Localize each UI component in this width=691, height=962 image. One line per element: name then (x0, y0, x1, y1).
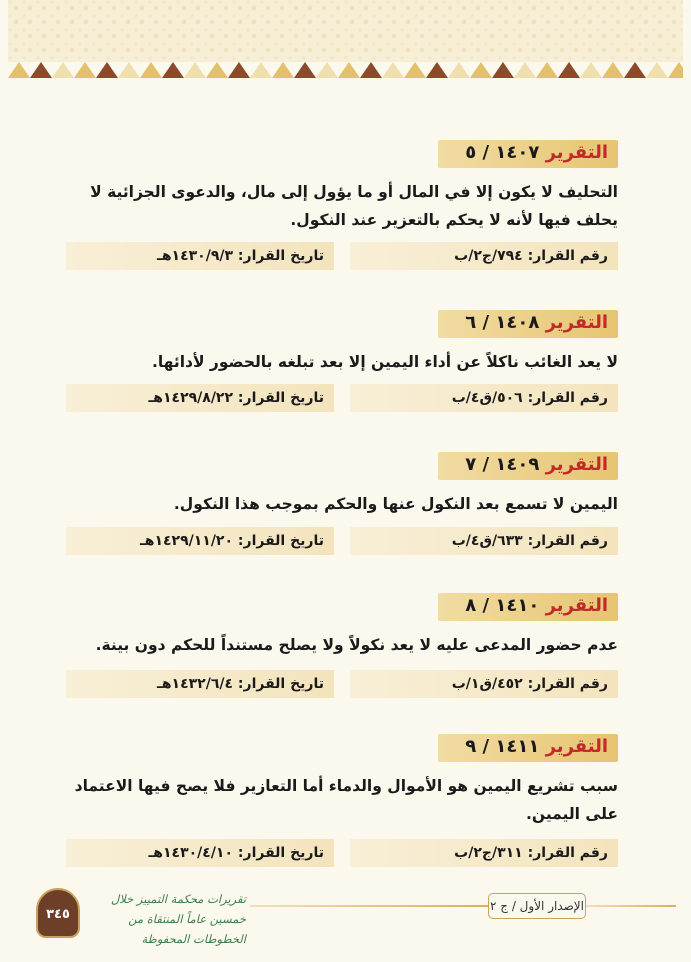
border-triangle (206, 62, 228, 78)
ruling-title-bar (438, 734, 618, 762)
part-badge: الإصدار الأول / ج ٢ (488, 893, 586, 919)
border-triangle (162, 62, 184, 78)
decision-number: رقم القرار: ٦٣٣/ق٤/ب (350, 527, 618, 555)
ruling-title-bar (438, 140, 618, 168)
ruling-text: عدم حضور المدعى عليه لا يعد نكولاً ولا يصلح مستنداً للحكم دون بينة. (95, 636, 618, 654)
decision-date: تاريخ القرار: ١٤٣٠/٤/١٠هـ (66, 839, 334, 867)
page-number-badge (36, 888, 80, 938)
border-triangle (624, 62, 646, 78)
border-triangle (250, 62, 272, 78)
ruling-text: لا يعد الغائب ناكلاً عن أداء اليمين إلا بعد تبلغه بالحضور لأدائها. (151, 353, 618, 371)
border-triangle (448, 62, 470, 78)
border-triangle (272, 62, 294, 78)
border-triangle (558, 62, 580, 78)
ruling-title-number: ١٤٠٨ / ٦ (465, 312, 540, 333)
border-triangle (470, 62, 492, 78)
border-triangle (96, 62, 118, 78)
ruling-title (465, 736, 608, 757)
border-triangle (668, 62, 683, 78)
border-triangle (382, 62, 404, 78)
border-triangle (8, 62, 30, 78)
border-triangle (184, 62, 206, 78)
ruling-title-bar (438, 452, 618, 480)
border-triangle (316, 62, 338, 78)
page-number: ٣٤٥ (46, 907, 70, 922)
footer-rule-left (250, 905, 488, 907)
border-triangle (338, 62, 360, 78)
border-triangle (118, 62, 140, 78)
ruling-title-label: التقرير (545, 142, 608, 163)
ruling-title (465, 595, 608, 616)
border-triangle (228, 62, 250, 78)
ruling-meta (54, 384, 618, 412)
ruling-text: التحليف لا يكون إلا في المال أو ما يؤول إلى مال، والدعوى الجزائية لا يحلف فيها لأنه لا يحكم بالتعزير عند النكول. (90, 183, 618, 229)
decision-number: رقم القرار: ٧٩٤/ج٢/ب (350, 242, 618, 270)
ruling-meta (54, 242, 618, 270)
decision-date: تاريخ القرار: ١٤٢٩/١١/٢٠هـ (66, 527, 334, 555)
ruling-title-number: ١٤٠٧ / ٥ (465, 142, 540, 163)
ruling-title (465, 454, 608, 475)
decision-number: رقم القرار: ٣١١/ج٢/ب (350, 839, 618, 867)
border-triangle (30, 62, 52, 78)
decision-date: تاريخ القرار: ١٤٢٩/٨/٢٢هـ (66, 384, 334, 412)
ruling-title-bar (438, 593, 618, 621)
border-triangle (74, 62, 96, 78)
ruling-title-number: ١٤١١ / ٩ (465, 736, 540, 757)
ruling-title-label: التقرير (545, 736, 608, 757)
ruling-meta (54, 839, 618, 867)
ruling-meta (54, 527, 618, 555)
decision-date: تاريخ القرار: ١٤٣٢/٦/٤هـ (66, 670, 334, 698)
border-triangle (536, 62, 558, 78)
border-triangle (140, 62, 162, 78)
ruling-title-label: التقرير (545, 312, 608, 333)
book-title-logo: تقريرات محكمة التمييز خلال خمسين عاماً المنتقاة من الخطوطات المحفوظة (110, 892, 246, 946)
decision-number: رقم القرار: ٤٥٢/ق١/ب (350, 670, 618, 698)
ruling-title-label: التقرير (545, 454, 608, 475)
ruling-title (465, 142, 608, 163)
ruling-title-number: ١٤٠٩ / ٧ (465, 454, 540, 475)
ruling-title (465, 312, 608, 333)
ruling-title-number: ١٤١٠ / ٨ (465, 595, 540, 616)
ruling-meta (54, 670, 618, 698)
header-triangle-border (8, 60, 683, 78)
border-triangle (294, 62, 316, 78)
border-triangle (492, 62, 514, 78)
border-triangle (602, 62, 624, 78)
decision-number: رقم القرار: ٥٠٦/ق٤/ب (350, 384, 618, 412)
border-triangle (580, 62, 602, 78)
ruling-title-bar (438, 310, 618, 338)
ruling-title-label: التقرير (545, 595, 608, 616)
ruling-text: اليمين لا تسمع بعد النكول عنها والحكم بموجب هذا النكول. (173, 495, 618, 513)
decision-date: تاريخ القرار: ١٤٣٠/٩/٣هـ (66, 242, 334, 270)
border-triangle (52, 62, 74, 78)
border-triangle (426, 62, 448, 78)
border-triangle (404, 62, 426, 78)
border-triangle (514, 62, 536, 78)
ruling-text: سبب تشريع اليمين هو الأموال والدماء أما التعازير فلا يصح فيها الاعتماد على اليمين. (74, 777, 618, 823)
footer-rule-right (584, 905, 676, 907)
border-triangle (646, 62, 668, 78)
border-triangle (360, 62, 382, 78)
header-pattern (8, 0, 683, 62)
